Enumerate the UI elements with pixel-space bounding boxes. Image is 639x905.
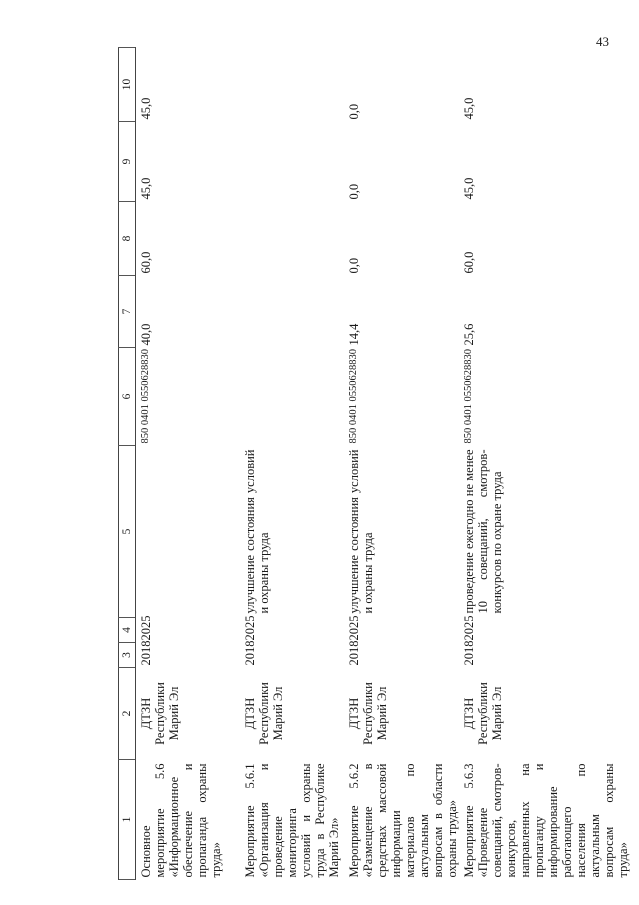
program-activities-table [118, 47, 630, 880]
budget-code: 850 0401 0550628830 [347, 349, 359, 444]
value-col-10 [240, 48, 344, 122]
table-row [344, 48, 459, 880]
value-col-7: 40,0 [139, 323, 153, 346]
value-col-9: 45,0 [139, 177, 153, 200]
executor: ДТЗН Республики Марий Эл [461, 682, 504, 745]
col-header-3: 3 [119, 643, 136, 668]
table-row [459, 48, 630, 880]
expected-result [136, 446, 240, 618]
value-col-8: 60,0 [139, 251, 153, 274]
table-row [136, 48, 240, 880]
expected-result: улучшение состояния условий и охраны труда [242, 449, 271, 614]
value-col-8: 60,0 [461, 251, 476, 274]
expected-result: проведение ежегодно не менее 10 совещаний, смотров-конкурсов по охране труда [461, 449, 504, 614]
table-row [240, 48, 344, 880]
activity-name: Мероприятие 5.6.2 «Размещение в средствах массовой информации материалов по актуальным вопросам в области охраны труда» [346, 763, 459, 878]
col-header-4: 4 [119, 618, 136, 643]
col-header-10: 10 [119, 48, 136, 122]
value-col-10: 45,0 [139, 97, 153, 120]
budget-code: 850 0401 0550628830 [140, 349, 151, 444]
end-year: 2025 [139, 615, 153, 641]
expected-result: улучшение состояния условий и охраны труда [346, 449, 375, 614]
start-year: 2018 [242, 640, 257, 666]
rotated-table-container [118, 48, 630, 880]
executor: ДТЗН Республики Марий Эл [346, 682, 389, 745]
value-col-8: 0,0 [346, 257, 361, 274]
value-col-9 [240, 122, 344, 202]
col-header-6: 6 [119, 348, 136, 446]
start-year: 2018 [461, 640, 476, 666]
col-header-8: 8 [119, 202, 136, 276]
value-col-8 [240, 202, 344, 276]
col-header-2: 2 [119, 668, 136, 760]
value-col-7: 25,6 [461, 323, 476, 346]
executor: ДТЗН Республики Марий Эл [139, 682, 181, 745]
start-year: 2018 [346, 640, 361, 666]
activity-name: Основное мероприятие 5.6 «Информационное обеспечение и пропаганда охраны труда» [139, 763, 223, 878]
value-col-9: 45,0 [461, 177, 476, 200]
budget-code [240, 348, 344, 446]
end-year: 2025 [346, 615, 361, 641]
col-header-9: 9 [119, 122, 136, 202]
col-header-7: 7 [119, 276, 136, 348]
page-number: 43 [596, 34, 609, 49]
activity-name: Мероприятие 5.6.3 «Проведение совещаний, смотров-конкурсов, направленных на пропаганду и информирование работающего населения по актуальным вопросам охраны труда» [461, 763, 630, 878]
end-year: 2025 [461, 615, 476, 641]
budget-code: 850 0401 0550628830 [462, 349, 474, 444]
value-col-7: 14,4 [346, 323, 361, 346]
start-year: 2018 [139, 640, 153, 666]
value-col-9: 0,0 [346, 183, 361, 200]
activity-name: Мероприятие 5.6.1 «Организация и проведение мониторинга условий и охраны труда в Республике Марий Эл» [242, 763, 341, 878]
end-year: 2025 [242, 615, 257, 641]
value-col-10: 0,0 [346, 103, 361, 120]
value-col-10: 45,0 [461, 97, 476, 120]
header-row [119, 48, 136, 880]
col-header-5: 5 [119, 446, 136, 618]
executor: ДТЗН Республики Марий Эл [242, 682, 285, 745]
col-header-1: 1 [119, 760, 136, 880]
value-col-7 [240, 276, 344, 348]
